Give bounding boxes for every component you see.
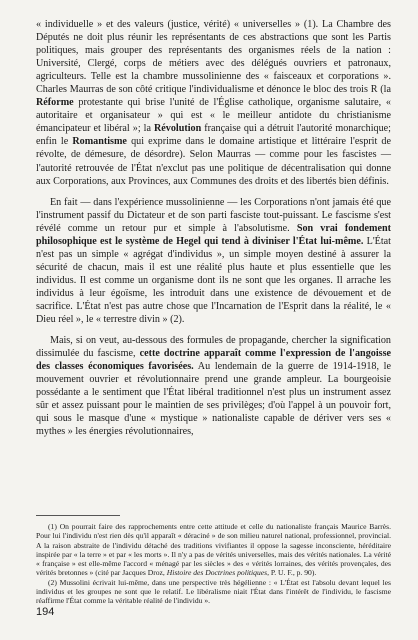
paragraph-1: « individuelle » et des valeurs (justice, vérité) « universelles » (1). La Chambre des Députés ne doit plus réunir les représentants de ces abstractions que sont les Partis politiques, mais grouper des représentants des organismes réels de la nation : Université, Clergé, corps de métiers avec des délégués ouvriers et patronaux, agriculteurs. Telle est la chambre mussolinienne des « faisceaux et corporations ». Charles Maurras de son côté critique l'individualisme et dénonce le bloc des trois R (la Réforme protestante qui brise l'unité de l'Église catholique, organisme salutaire, « autoritaire et organisateur » qui est « le meilleur antidote du christianisme émancipateur et libéral »; la Révolution française qui a détruit l'autorité monarchique; enfin le Romantisme qui exprime dans le domaine artistique et littéraire l'esprit de révolte, de démesure, de désordre). Selon Maurras — comme pour les fascistes — l'autorité retrouvée de l'État n'exclut pas une politique de décentralisation qui donne aux Corporations, aux Provinces, aux Communes des droits et des libertés bien définis. [36, 19, 391, 187]
bold-term-revolution: Révolution [153, 123, 202, 135]
bold-thesis-hegel: Son vrai fondement philosophique est le système de Hegel qui tend à diviniser l'État lui-même. [36, 222, 391, 247]
page-number: 194 [36, 606, 55, 618]
footnotes [36, 522, 391, 606]
paragraph-2: En fait — dans l'expérience mussolinienne — les Corporations n'ont jamais été que l'instrument passif du Dictateur et de son parti fasciste tout-puissant. Le fascisme s'est révélé comme un retour pur et simple à l'absolutisme. Son vrai fondement philosophique est le système de Hegel qui tend à diviniser l'État lui-même. L'État n'est pas un simple « agrégat d'individus », un simple moyen destiné à assurer la sécurité de chacun, mais il est une réalité plus haute et plus essentielle que les individus. Il est comme un organisme dont ils ne sont que les organes. Il arrache les individus à leur égoïsme, les introduit dans une existence de dévouement et de sacrifice. L'État n'est pas autre chose que l'Incarnation de l'Esprit dans la réalité, le « Dieu réel », le « terrestre divin » (2). [36, 196, 391, 326]
book-title: Histoire des Doctrines politiques [166, 568, 268, 578]
bold-term-reforme: Réforme [36, 97, 74, 109]
footnote-1: (1) On pourrait faire des rapprochements entre cette attitude et celle du nationaliste français Maurice Barrès. Pour lui l'individu n'est rien dès qu'il apparaît « déraciné » de son milieu naturel national, professionnel, provincial. A la raison abstraite de l'individu détaché des traditions vivifiantes il oppose la sagesse inconsciente, héréditaire inspirée par « la terre » et par « les morts ». Il n'y a pas de vérités universelles, mais des vérités nationales. La vérité « française » est elle-même l'accord « ménagé par les siècles » des « vérités lorraines, des vérités provençales, des vérités bretonnes » (cité par Jacques Droz, Histoire des Doctrines politiques, P. U. F., p. 90). [36, 522, 391, 578]
paragraph-3: Mais, si on veut, au-dessous des formules de propagande, chercher la signification dissimulée du fascisme, cette doctrine apparaît comme l'expression de l'angoisse des classes économiques favorisées. Au lendemain de la guerre de 1914-1918, le mouvement ouvrier et révolutionnaire prend une grande ampleur. La bourgeoisie possédante a le sentiment que l'État libéral traditionnel n'est plus un instrument assez sûr et assez puissant pour le maintien de ses privilèges; d'où l'appel à un pouvoir fort, qui sous le masque d'une « mystique » nationaliste capable de dériver vers ses « mythes » les énergies révolutionnaires, [36, 335, 392, 438]
bold-term-romantisme: Romantisme [72, 136, 127, 148]
footnote-2: (2) Mussolini écrivait lui-même, dans une perspective très hégélienne : « L'État est l'absolu devant lequel les individus et les groupes ne sont que le relatif. Le libéralisme niait l'État dans l'intérêt de l'individu, le fascisme réaffirme l'État comme la véritable réalité de l'individu ». [36, 577, 391, 606]
footnote-divider [36, 515, 120, 516]
bold-thesis-angoisse: cette doctrine apparaît comme l'expression de l'angoisse des classes économiques favorisées. [36, 348, 392, 373]
body-text [36, 18, 391, 438]
